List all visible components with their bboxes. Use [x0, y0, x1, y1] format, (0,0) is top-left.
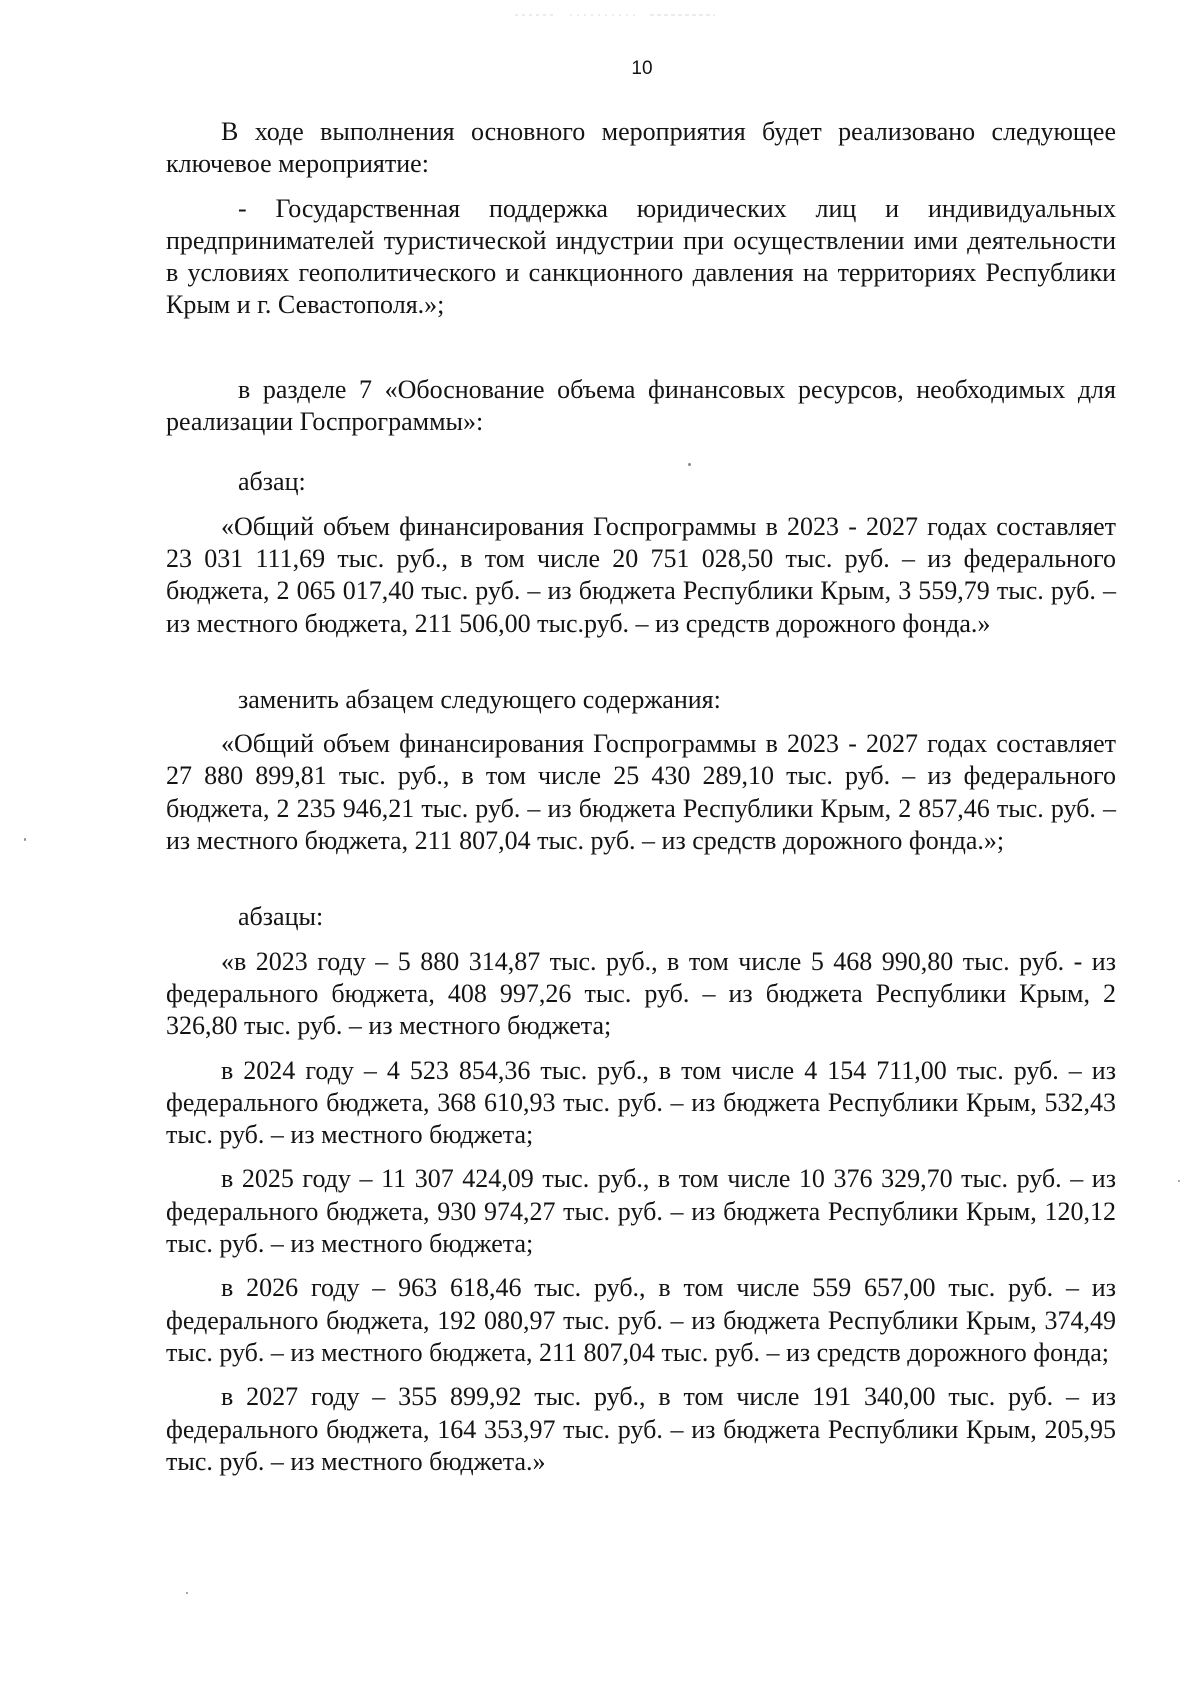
paragraph-year-2024: в 2024 году – 4 523 854,36 тыс. руб., в том числе 4 154 711,00 тыс. руб. – из федерального бюджета, 368 610,93 тыс. руб. – из бюджета Республики Крым, 532,43 тыс. руб. – из местного бюджета;: [166, 1055, 1116, 1150]
label-paragraph: абзац:: [238, 467, 306, 497]
paragraph-year-2023: «в 2023 году – 5 880 314,87 тыс. руб., в том числе 5 468 990,80 тыс. руб. - из федерального бюджета, 408 997,26 тыс. руб. – из бюджета Республики Крым, 2 326,80 тыс. руб. – из местного бюджета;: [166, 946, 1116, 1041]
paragraph-year-2025: в 2025 году – 11 307 424,09 тыс. руб., в том числе 10 376 329,70 тыс. руб. – из федерального бюджета, 930 974,27 тыс. руб. – из бюджета Республики Крым, 120,12 тыс. руб. – из местного бюджета;: [166, 1164, 1116, 1259]
paragraph-replace-instruction: заменить абзацем следующего содержания:: [238, 684, 721, 714]
scan-speck: [688, 463, 691, 466]
scan-speck: [24, 838, 26, 841]
paragraph-key-measure: - Государственная поддержка юридических лиц и индивидуальных предпринимателей туристической индустрии при осуществлении ими деятельности в условиях геополитического и санкционного давления на территориях Республики Крым и г. Севастополя.»;: [166, 193, 1116, 320]
scan-speck: [186, 1592, 188, 1594]
paragraph-year-2026: в 2026 году – 963 618,46 тыс. руб., в том числе 559 657,00 тыс. руб. – из федерального бюджета, 192 080,97 тыс. руб. – из бюджета Республики Крым, 374,49 тыс. руб. – из местного бюджета, 211 807,04 тыс. руб. – из средств дорожного фонда;: [166, 1273, 1116, 1367]
label-paragraphs: абзацы:: [238, 902, 324, 932]
paragraph-section-7: в разделе 7 «Обоснование объема финансовых ресурсов, необходимых для реализации Госпрограммы»:: [166, 374, 1116, 437]
paragraph-new-total: «Общий объем финансирования Госпрограммы в 2023 - 2027 годах составляет 27 880 899,81 тыс. руб., в том числе 25 430 289,10 тыс. руб. – из федерального бюджета, 2 235 946,21 тыс. руб. – из бюджета Республики Крым, 2 857,46 тыс. руб. – из местного бюджета, 211 807,04 тыс. руб. – из средств дорожного фонда.»;: [166, 729, 1116, 856]
scan-noise-header: [515, 8, 715, 22]
paragraph-year-2027: в 2027 году – 355 899,92 тыс. руб., в том числе 191 340,00 тыс. руб. – из федерального бюджета, 164 353,97 тыс. руб. – из бюджета Республики Крым, 205,95 тыс. руб. – из местного бюджета.»: [166, 1382, 1116, 1476]
page-number: 10: [631, 58, 653, 79]
paragraph-intro: В ходе выполнения основного мероприятия будет реализовано следующее ключевое мероприятие:: [166, 117, 1116, 179]
scan-speck: [1178, 1180, 1180, 1182]
paragraph-old-total: «Общий объем финансирования Госпрограммы в 2023 - 2027 годах составляет 23 031 111,69 тыс. руб., в том числе 20 751 028,50 тыс. руб. – из федерального бюджета, 2 065 017,40 тыс. руб. – из бюджета Республики Крым, 3 559,79 тыс. руб. – из местного бюджета, 211 506,00 тыс.руб. – из средств дорожного фонда.»: [166, 511, 1116, 638]
document-body: [166, 116, 1116, 1478]
